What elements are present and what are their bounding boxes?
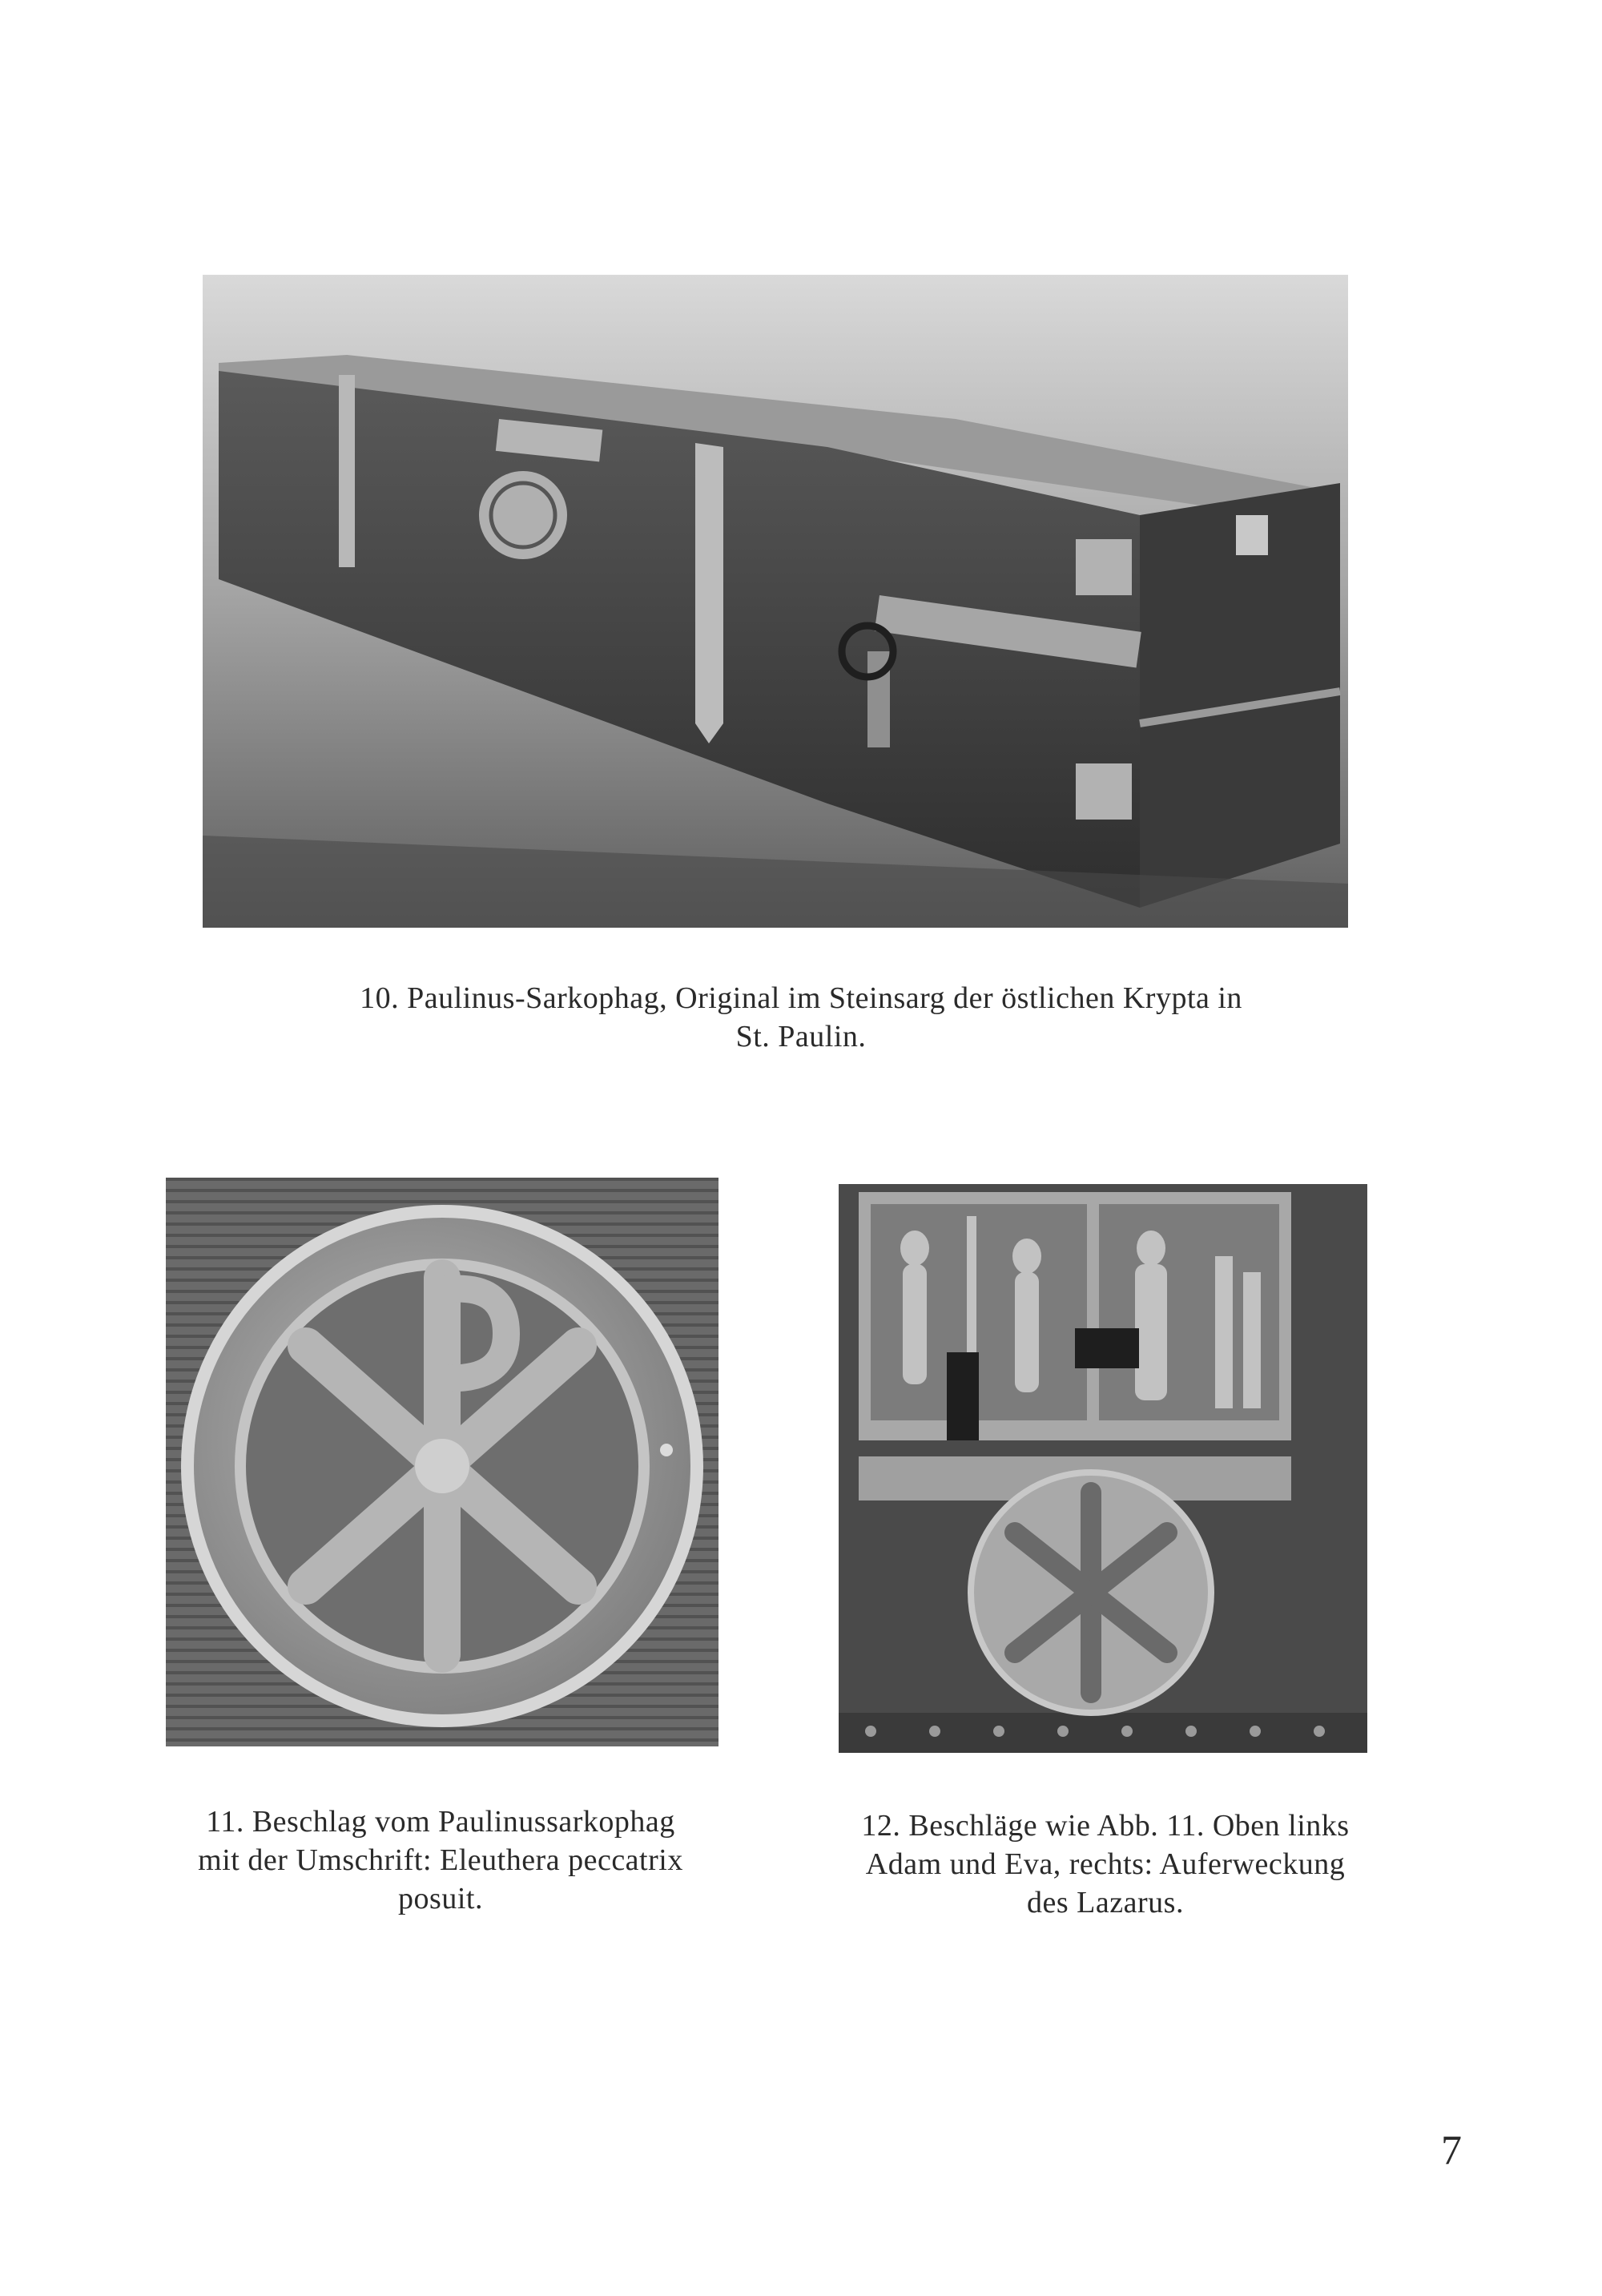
figure-10-caption (240, 979, 1362, 1056)
caption-line: 11. Beschlag vom Paulinussarkophag (206, 1805, 675, 1839)
caption-line: 10. Paulinus-Sarkophag, Original im Steinsarg der östlichen Krypta in (360, 981, 1242, 1015)
caption-line: mit der Umschrift: Eleuthera peccatrix (198, 1843, 683, 1877)
caption-line: St. Paulin. (735, 1020, 867, 1053)
figure-10-sarcophagus-photo (203, 275, 1348, 928)
caption-line: 12. Beschläge wie Abb. 11. Oben links (861, 1809, 1350, 1843)
caption-line: Adam und Eva, rechts: Auferweckung (865, 1847, 1346, 1881)
caption-line: posuit. (398, 1882, 483, 1915)
sarcophagus-image (203, 275, 1348, 928)
figure-11-chi-rho-fitting-photo (166, 1178, 718, 1746)
chi-rho-fitting-image (166, 1178, 718, 1746)
figure-12-plaque-and-fitting-photo (839, 1184, 1367, 1753)
figure-11-caption (160, 1803, 721, 1918)
page-number: 7 (1441, 2128, 1462, 2173)
relief-plaque-image (839, 1184, 1367, 1753)
caption-line: des Lazarus. (1027, 1886, 1184, 1919)
figure-12-caption (801, 1807, 1410, 1922)
